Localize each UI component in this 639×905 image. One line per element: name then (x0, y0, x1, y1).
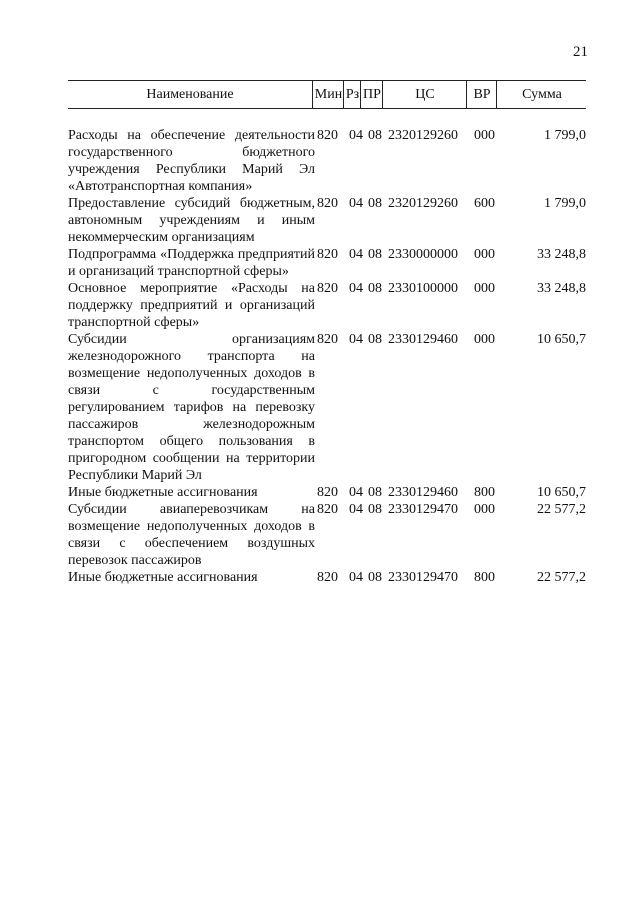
row-name: Подпрограмма «Поддержка предприятий и организаций транспортной сферы» (68, 247, 315, 279)
row-rz: 04 (349, 570, 363, 585)
row-min: 820 (317, 281, 338, 296)
row-min: 820 (317, 485, 338, 500)
header-name: Наименование (146, 87, 234, 102)
header-cs: ЦС (382, 81, 467, 108)
row-cs: 2330100000 (388, 281, 458, 296)
table-row (68, 280, 586, 331)
row-cs: 2330000000 (388, 247, 458, 262)
row-min: 820 (317, 332, 338, 347)
row-pr: 08 (368, 570, 382, 585)
table-row (68, 127, 586, 195)
budget-table (68, 80, 586, 586)
row-vr: 800 (474, 570, 495, 585)
table-row (68, 246, 586, 280)
row-cs: 2320129260 (388, 196, 458, 211)
row-vr: 000 (474, 281, 495, 296)
table-body (68, 109, 586, 586)
row-rz: 04 (349, 196, 363, 211)
table-row (68, 484, 586, 501)
row-sum: 22 577,2 (537, 502, 586, 517)
header-sum: Сумма (496, 81, 587, 108)
row-name: Расходы на обеспечение деятельности государственного бюджетного учреждения Республики Марий Эл «Автотранспортная компания» (68, 128, 315, 194)
row-vr: 000 (474, 502, 495, 517)
row-vr: 000 (474, 247, 495, 262)
row-pr: 08 (368, 281, 382, 296)
row-min: 820 (317, 502, 338, 517)
row-min: 820 (317, 247, 338, 262)
row-cs: 2320129260 (388, 128, 458, 143)
row-cs: 2330129460 (388, 332, 458, 347)
row-rz: 04 (349, 332, 363, 347)
row-name: Субсидии авиаперевозчикам на возмещение недополученных доходов в связи с обеспечением воздушных перевозок пассажиров (68, 502, 315, 568)
table-row (68, 501, 586, 569)
row-vr: 000 (474, 332, 495, 347)
row-pr: 08 (368, 485, 382, 500)
row-vr: 800 (474, 485, 495, 500)
table-row (68, 331, 586, 484)
row-rz: 04 (349, 485, 363, 500)
table-header (68, 80, 586, 109)
row-sum: 33 248,8 (537, 247, 586, 262)
row-rz: 04 (349, 128, 363, 143)
header-rz: Рз (343, 81, 361, 108)
row-cs: 2330129470 (388, 570, 458, 585)
row-cs: 2330129460 (388, 485, 458, 500)
row-sum: 10 650,7 (537, 485, 586, 500)
row-pr: 08 (368, 502, 382, 517)
row-sum: 1 799,0 (544, 128, 586, 143)
row-name: Иные бюджетные ассигнования (68, 485, 258, 500)
row-vr: 600 (474, 196, 495, 211)
row-rz: 04 (349, 247, 363, 262)
row-pr: 08 (368, 128, 382, 143)
header-vr: ВР (466, 81, 497, 108)
row-min: 820 (317, 570, 338, 585)
table-row (68, 195, 586, 246)
row-rz: 04 (349, 502, 363, 517)
row-sum: 22 577,2 (537, 570, 586, 585)
row-sum: 1 799,0 (544, 196, 586, 211)
row-pr: 08 (368, 247, 382, 262)
table-row (68, 569, 586, 586)
row-pr: 08 (368, 196, 382, 211)
row-min: 820 (317, 196, 338, 211)
row-name: Субсидии организациям железнодорожного транспорта на возмещение недополученных доходов в связи с государственным регулированием тарифов на перевозку пассажиров железнодорожным транспортом общего пользования в пригородном сообщении на территории Республики Марий Эл (68, 332, 315, 483)
row-vr: 000 (474, 128, 495, 143)
row-name: Иные бюджетные ассигнования (68, 570, 258, 585)
row-cs: 2330129470 (388, 502, 458, 517)
row-sum: 10 650,7 (537, 332, 586, 347)
row-name: Предоставление субсидий бюджетным, автономным учреждениям и иным некоммерческим организациям (68, 196, 315, 245)
row-pr: 08 (368, 332, 382, 347)
page-number: 21 (573, 44, 588, 60)
header-pr: ПР (360, 81, 383, 108)
row-rz: 04 (349, 281, 363, 296)
row-name: Основное мероприятие «Расходы на поддержку предприятий и организаций транспортной сферы» (68, 281, 315, 330)
row-sum: 33 248,8 (537, 281, 586, 296)
header-min: Мин (312, 81, 344, 108)
row-min: 820 (317, 128, 338, 143)
